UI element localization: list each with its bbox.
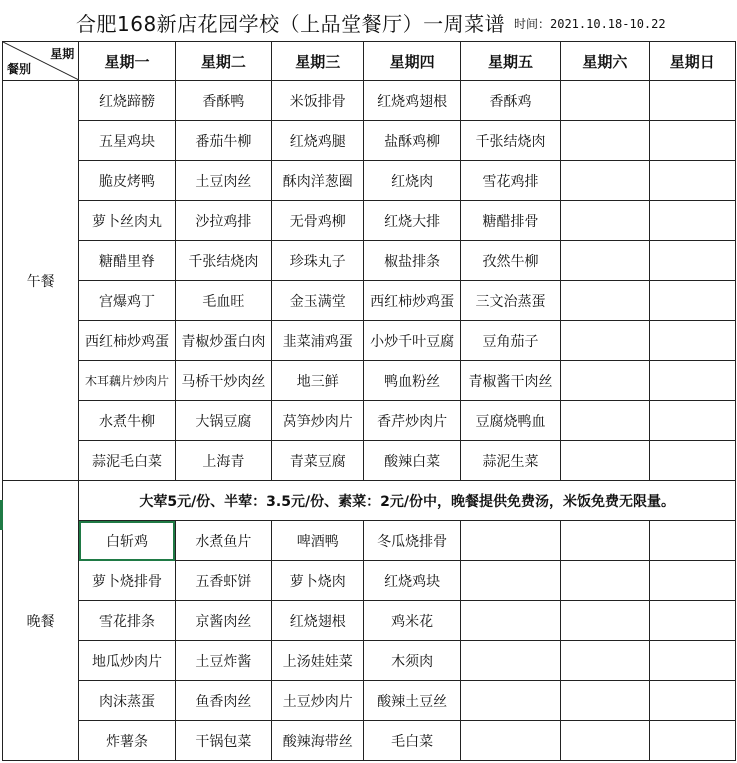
day-header[interactable]: 星期三 xyxy=(272,42,364,81)
date-range: 时间：2021.10.18-10.22 xyxy=(514,17,666,31)
dish-cell[interactable] xyxy=(649,121,735,161)
dish-cell[interactable]: 青菜豆腐 xyxy=(272,441,364,481)
dish-cell[interactable] xyxy=(649,561,735,601)
dish-cell[interactable]: 干锅包菜 xyxy=(175,721,271,761)
dish-cell[interactable]: 千张结烧肉 xyxy=(175,241,271,281)
dish-cell[interactable]: 木耳藕片炒肉片 xyxy=(79,361,175,401)
dish-cell[interactable]: 萝卜烧肉 xyxy=(272,561,364,601)
dish-cell[interactable]: 韭菜浦鸡蛋 xyxy=(272,321,364,361)
dish-cell[interactable] xyxy=(561,641,649,681)
dish-cell[interactable]: 西红柿炒鸡蛋 xyxy=(364,281,460,321)
dish-cell[interactable]: 土豆炸酱 xyxy=(175,641,271,681)
dish-cell[interactable]: 豆腐烧鸭血 xyxy=(460,401,560,441)
dish-cell[interactable]: 小炒千叶豆腐 xyxy=(364,321,460,361)
dish-cell[interactable]: 地瓜炒肉片 xyxy=(79,641,175,681)
dish-cell[interactable]: 肉沫蒸蛋 xyxy=(79,681,175,721)
dish-cell[interactable]: 米饭排骨 xyxy=(272,81,364,121)
dish-cell[interactable] xyxy=(649,81,735,121)
dish-cell[interactable] xyxy=(460,641,560,681)
dish-cell[interactable]: 脆皮烤鸭 xyxy=(79,161,175,201)
dish-cell[interactable]: 孜然牛柳 xyxy=(460,241,560,281)
dish-cell[interactable]: 珍珠丸子 xyxy=(272,241,364,281)
dish-cell[interactable]: 香酥鸭 xyxy=(175,81,271,121)
meal-label-lunch[interactable]: 午餐 xyxy=(3,81,79,481)
dish-cell[interactable] xyxy=(649,161,735,201)
dish-cell[interactable]: 青椒酱干肉丝 xyxy=(460,361,560,401)
dish-cell[interactable]: 上汤娃娃菜 xyxy=(272,641,364,681)
dish-cell[interactable]: 酥肉洋葱圈 xyxy=(272,161,364,201)
dish-cell[interactable]: 青椒炒蛋白肉 xyxy=(175,321,271,361)
dish-cell[interactable]: 五星鸡块 xyxy=(79,121,175,161)
dish-cell[interactable]: 鱼香肉丝 xyxy=(175,681,271,721)
dish-cell[interactable]: 椒盐排条 xyxy=(364,241,460,281)
corner-cell[interactable] xyxy=(3,42,79,81)
dish-cell[interactable]: 香芹炒肉片 xyxy=(364,401,460,441)
table-row xyxy=(3,81,736,121)
dish-cell[interactable]: 萝卜烧排骨 xyxy=(79,561,175,601)
dish-cell[interactable] xyxy=(561,401,649,441)
dish-cell[interactable]: 啤酒鸭 xyxy=(272,521,364,561)
dish-cell[interactable]: 炸薯条 xyxy=(79,721,175,761)
dish-cell[interactable]: 毛血旺 xyxy=(175,281,271,321)
dish-cell[interactable]: 酸辣海带丝 xyxy=(272,721,364,761)
dish-cell[interactable] xyxy=(649,601,735,641)
dish-cell[interactable]: 无骨鸡柳 xyxy=(272,201,364,241)
dish-cell[interactable] xyxy=(649,521,735,561)
day-header[interactable]: 星期五 xyxy=(460,42,560,81)
dish-cell[interactable]: 金玉满堂 xyxy=(272,281,364,321)
dish-cell[interactable]: 京酱肉丝 xyxy=(175,601,271,641)
table-row xyxy=(3,441,736,481)
dish-cell[interactable] xyxy=(561,321,649,361)
dish-cell[interactable]: 香酥鸡 xyxy=(460,81,560,121)
dish-cell[interactable] xyxy=(649,361,735,401)
dish-cell[interactable] xyxy=(649,441,735,481)
dish-cell[interactable]: 水煮鱼片 xyxy=(175,521,271,561)
dish-cell[interactable] xyxy=(460,721,560,761)
dish-cell[interactable]: 土豆炒肉片 xyxy=(272,681,364,721)
table-row xyxy=(3,281,736,321)
dish-cell[interactable]: 红烧肉 xyxy=(364,161,460,201)
dish-cell[interactable] xyxy=(561,521,649,561)
dish-cell[interactable]: 马桥干炒肉丝 xyxy=(175,361,271,401)
dish-cell[interactable] xyxy=(561,601,649,641)
day-header[interactable]: 星期日 xyxy=(649,42,735,81)
header-row xyxy=(3,42,736,81)
dish-cell[interactable] xyxy=(649,721,735,761)
table-row xyxy=(3,241,736,281)
corner-day-label: 星期 xyxy=(50,47,75,61)
dish-cell[interactable]: 沙拉鸡排 xyxy=(175,201,271,241)
dish-cell[interactable]: 雪花排条 xyxy=(79,601,175,641)
table-row xyxy=(3,401,736,441)
table-row xyxy=(3,521,736,561)
dish-cell[interactable]: 酸辣白菜 xyxy=(364,441,460,481)
day-header[interactable]: 星期二 xyxy=(175,42,271,81)
dish-cell[interactable] xyxy=(561,81,649,121)
dish-cell[interactable]: 红烧翅根 xyxy=(272,601,364,641)
dish-cell[interactable]: 三文治蒸蛋 xyxy=(460,281,560,321)
weekly-menu-table xyxy=(2,41,736,761)
price-note-row xyxy=(3,481,736,521)
dish-cell[interactable] xyxy=(649,681,735,721)
table-row xyxy=(3,121,736,161)
dish-cell[interactable]: 白斩鸡 xyxy=(79,521,175,561)
table-row xyxy=(3,561,736,601)
dish-cell[interactable] xyxy=(561,161,649,201)
dish-cell[interactable] xyxy=(561,441,649,481)
dish-cell[interactable] xyxy=(649,321,735,361)
day-header[interactable]: 星期六 xyxy=(561,42,649,81)
dish-cell[interactable] xyxy=(649,641,735,681)
lunch-section xyxy=(3,81,736,481)
corner-meal-label: 餐别 xyxy=(7,62,32,76)
dish-cell[interactable]: 红烧鸡块 xyxy=(364,561,460,601)
dish-cell[interactable] xyxy=(561,121,649,161)
dish-cell[interactable] xyxy=(561,361,649,401)
dish-cell[interactable] xyxy=(649,281,735,321)
dish-cell[interactable]: 雪花鸡排 xyxy=(460,161,560,201)
dish-cell[interactable] xyxy=(649,201,735,241)
dish-cell[interactable]: 鸡米花 xyxy=(364,601,460,641)
dish-cell[interactable]: 冬瓜烧排骨 xyxy=(364,521,460,561)
dish-cell[interactable] xyxy=(561,201,649,241)
dish-cell[interactable] xyxy=(561,681,649,721)
dish-cell[interactable]: 宫爆鸡丁 xyxy=(79,281,175,321)
dish-cell[interactable]: 西红柿炒鸡蛋 xyxy=(79,321,175,361)
title-bar xyxy=(0,0,737,42)
dish-cell[interactable] xyxy=(460,601,560,641)
table-row xyxy=(3,321,736,361)
table-row xyxy=(3,721,736,761)
dish-cell[interactable]: 红烧蹄髈 xyxy=(79,81,175,121)
dish-cell[interactable] xyxy=(460,521,560,561)
dish-cell[interactable]: 盐酥鸡柳 xyxy=(364,121,460,161)
dish-cell[interactable] xyxy=(561,281,649,321)
dish-cell[interactable]: 五香虾饼 xyxy=(175,561,271,601)
dish-cell[interactable] xyxy=(460,681,560,721)
dish-cell[interactable]: 酸辣土豆丝 xyxy=(364,681,460,721)
meal-label-dinner[interactable]: 晚餐 xyxy=(3,481,79,761)
day-header[interactable]: 星期一 xyxy=(79,42,175,81)
dish-cell[interactable]: 水煮牛柳 xyxy=(79,401,175,441)
dish-cell[interactable]: 蒜泥生菜 xyxy=(460,441,560,481)
dish-cell[interactable]: 土豆肉丝 xyxy=(175,161,271,201)
dish-cell[interactable]: 豆角茄子 xyxy=(460,321,560,361)
dish-cell[interactable]: 千张结烧肉 xyxy=(460,121,560,161)
table-row xyxy=(3,641,736,681)
table-row xyxy=(3,201,736,241)
dish-cell[interactable]: 糖醋排骨 xyxy=(460,201,560,241)
dinner-section xyxy=(3,481,736,761)
table-row xyxy=(3,601,736,641)
dish-cell[interactable]: 大锅豆腐 xyxy=(175,401,271,441)
dish-cell[interactable]: 上海青 xyxy=(175,441,271,481)
dish-cell[interactable] xyxy=(561,241,649,281)
dish-cell[interactable]: 红烧鸡翅根 xyxy=(364,81,460,121)
dish-cell[interactable] xyxy=(649,241,735,281)
day-header[interactable]: 星期四 xyxy=(364,42,460,81)
dish-cell[interactable]: 萝卜丝肉丸 xyxy=(79,201,175,241)
dish-cell[interactable] xyxy=(561,721,649,761)
dish-cell[interactable]: 鸭血粉丝 xyxy=(364,361,460,401)
page-title: 合肥168新店花园学校（上品堂餐厅）一周菜谱 xyxy=(76,12,506,36)
dish-cell[interactable] xyxy=(649,401,735,441)
dish-cell[interactable]: 木须肉 xyxy=(364,641,460,681)
dish-cell[interactable]: 糖醋里脊 xyxy=(79,241,175,281)
dish-cell[interactable] xyxy=(561,561,649,601)
dish-cell[interactable]: 毛白菜 xyxy=(364,721,460,761)
table-row xyxy=(3,361,736,401)
row-selection-marker xyxy=(0,500,3,530)
dish-cell[interactable] xyxy=(460,561,560,601)
dish-cell[interactable]: 红烧大排 xyxy=(364,201,460,241)
dish-cell[interactable]: 莴笋炒肉片 xyxy=(272,401,364,441)
dish-cell[interactable]: 蒜泥毛白菜 xyxy=(79,441,175,481)
dish-cell[interactable]: 地三鲜 xyxy=(272,361,364,401)
table-row xyxy=(3,681,736,721)
dish-cell[interactable]: 红烧鸡腿 xyxy=(272,121,364,161)
table-row xyxy=(3,161,736,201)
dish-cell[interactable]: 番茄牛柳 xyxy=(175,121,271,161)
price-note[interactable]: 大荤5元/份、半荤：3.5元/份、素菜：2元/份中，晚餐提供免费汤，米饭免费无限量。 xyxy=(79,481,736,521)
